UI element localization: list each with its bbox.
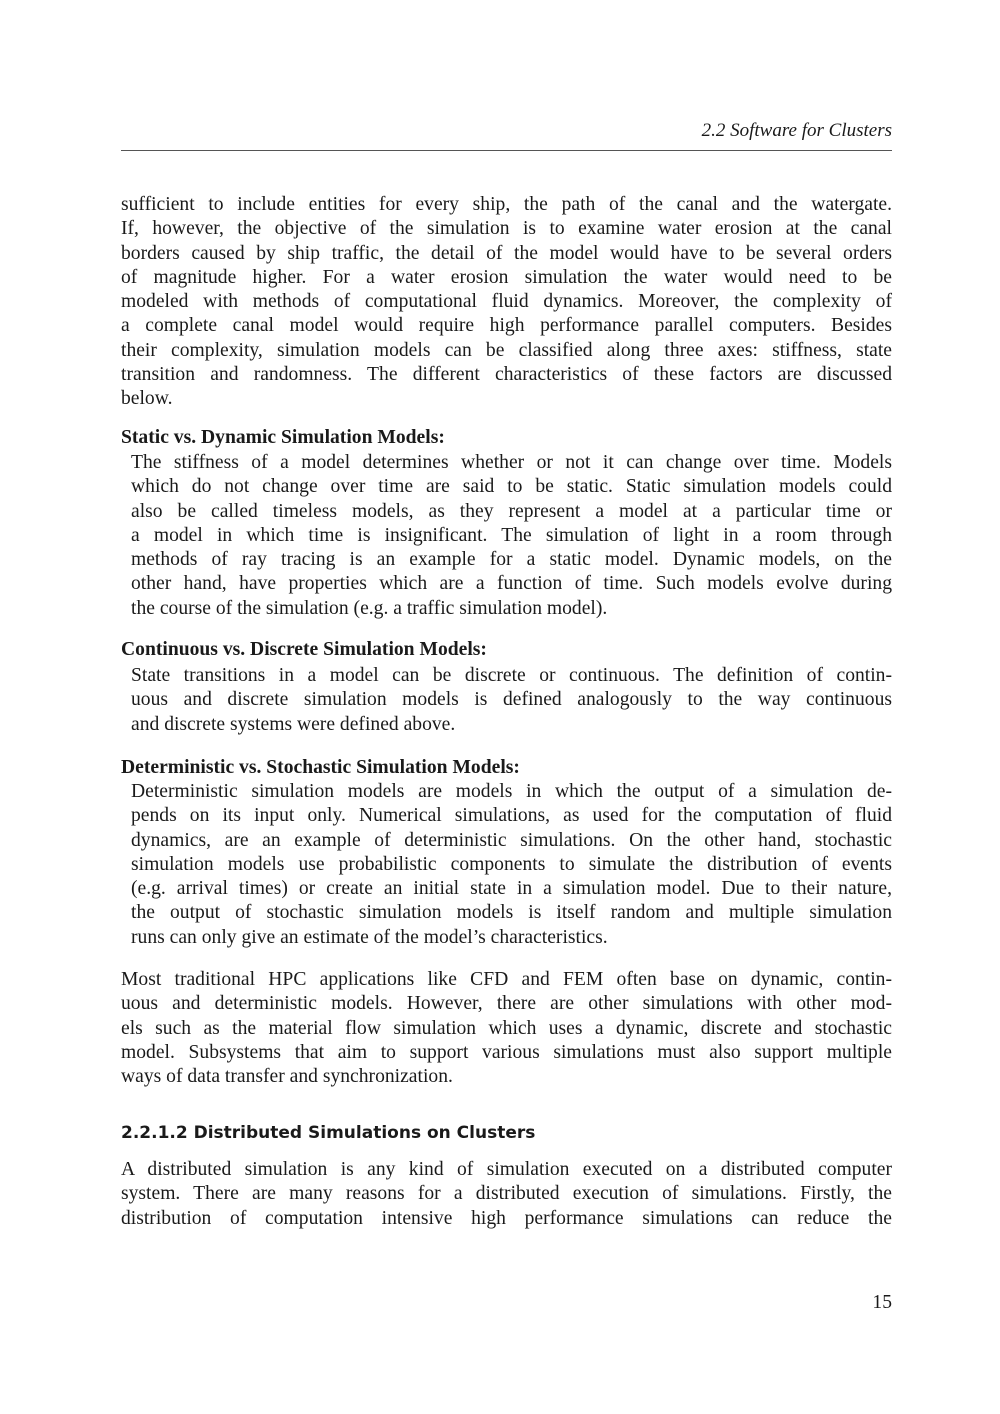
paragraph-2 [121, 968, 892, 1089]
text-line: below. [121, 388, 173, 410]
text-line: modeled with methods of computational fluid dynamics. Moreover, the complexity of [121, 291, 892, 313]
text-line: the output of stochastic simulation models is itself random and multiple simulation [131, 902, 892, 924]
running-header: 2.2 Software for Clusters [701, 120, 892, 141]
text-line: If, however, the objective of the simulation is to examine water erosion at the canal [121, 218, 892, 240]
text-line: (e.g. arrival times) or create an initial state in a simulation model. Due to their nature, [131, 878, 892, 900]
text-line: their complexity, simulation models can be classified along three axes: stiffness, state [121, 339, 892, 361]
text-line: els such as the material flow simulation which uses a dynamic, discrete and stochastic [121, 1017, 892, 1039]
header-rule [121, 150, 892, 151]
text-line: dynamics, are an example of deterministic simulations. On the other hand, stochastic [131, 829, 892, 851]
text-line: also be called timeless models, as they represent a model at a particular time or [131, 500, 892, 522]
text-line: pends on its input only. Numerical simulations, as used for the computation of fluid [131, 805, 892, 827]
section-heading: 2.2.1.2 Distributed Simulations on Clusters [121, 1123, 536, 1143]
text-line: borders caused by ship traffic, the detail of the model would have to be several orders [121, 242, 892, 264]
text-line: State transitions in a model can be discrete or continuous. The definition of contin- [131, 665, 892, 686]
text-line: and discrete systems were defined above. [131, 713, 456, 735]
definition-term-deterministic-stochastic: Deterministic vs. Stochastic Simulation Models: [121, 757, 520, 778]
text-line: methods of ray tracing is an example for a static model. Dynamic models, on the [131, 549, 892, 571]
text-line: system. There are many reasons for a distributed execution of simulations. Firstly, the [121, 1183, 892, 1205]
text-line: of magnitude higher. For a water erosion simulation the water would need to be [121, 266, 892, 288]
text-line: Most traditional HPC applications like CFD and FEM often base on dynamic, contin- [121, 969, 892, 990]
definition-body-continuous-discrete [131, 664, 892, 737]
text-line: runs can only give an estimate of the model’s characteristics. [131, 926, 608, 948]
paragraph-1 [121, 193, 892, 412]
text-line: other hand, have properties which are a function of time. Such models evolve during [131, 573, 892, 595]
definition-term-continuous-discrete: Continuous vs. Discrete Simulation Models: [121, 639, 487, 660]
definition-body-deterministic-stochastic [131, 780, 892, 950]
text-line: ways of data transfer and synchronization. [121, 1066, 453, 1088]
paragraph-3 [121, 1158, 892, 1231]
page-number: 15 [872, 1292, 892, 1313]
text-line: uous and discrete simulation models is defined analogously to the way continuous [131, 689, 892, 711]
text-line: which do not change over time are said to be static. Static simulation models could [131, 476, 892, 498]
text-line: a complete canal model would require high performance parallel computers. Besides [121, 315, 892, 337]
text-line: distribution of computation intensive high performance simulations can reduce the [121, 1207, 892, 1229]
text-line: a model in which time is insignificant. The simulation of light in a room through [131, 524, 892, 546]
text-line: transition and randomness. The different characteristics of these factors are discussed [121, 364, 892, 386]
definition-term-static-dynamic: Static vs. Dynamic Simulation Models: [121, 427, 445, 448]
text-line: The stiffness of a model determines whether or not it can change over time. Models [131, 452, 892, 473]
text-line: A distributed simulation is any kind of simulation executed on a distributed computer [121, 1159, 892, 1180]
text-line: uous and deterministic models. However, there are other simulations with other mod- [121, 993, 892, 1015]
definition-body-static-dynamic [131, 451, 892, 621]
text-line: Deterministic simulation models are models in which the output of a simulation de- [131, 781, 892, 802]
text-line: the course of the simulation (e.g. a traffic simulation model). [131, 597, 608, 619]
text-line: simulation models use probabilistic components to simulate the distribution of events [131, 853, 892, 875]
text-line: sufficient to include entities for every ship, the path of the canal and the watergate. [121, 194, 892, 215]
text-line: model. Subsystems that aim to support various simulations must also support multiple [121, 1041, 892, 1063]
